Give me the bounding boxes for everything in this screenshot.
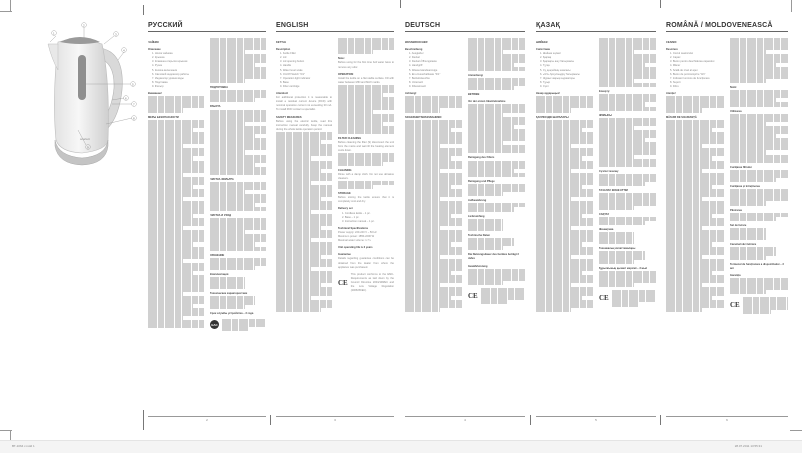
section-heading: Păstrarea [730, 208, 742, 212]
page-kazakh [536, 22, 656, 422]
section-heading: Termenul de funcționare a dispozitivului – 3 ani [730, 262, 784, 270]
part-item: 5. Кнопка включения [152, 68, 178, 72]
section-heading: Техникалық сипаттамалары [599, 247, 636, 251]
part-item: 4. Mâner [670, 64, 681, 68]
page-german [405, 22, 525, 422]
part-item: 3. Қақпақты ашу батырмасы [540, 60, 574, 64]
ce-mark-icon: CE [338, 278, 348, 287]
section-heading: РАБОТА [210, 105, 221, 109]
part-item: 8. Untersatz [409, 80, 423, 84]
model-heading: ЧАЙНИК [148, 41, 159, 44]
ce-mark-icon: CE [599, 294, 609, 303]
section-heading: Назар аударыңыз! [536, 92, 560, 96]
part-item: 6. Ein-/Ausschalttaste "0/1" [409, 72, 441, 76]
parts-list [666, 52, 724, 89]
part-item: 7. Operation light indicator [280, 76, 311, 80]
part-item: 4. Тұтқа [540, 64, 550, 68]
section-text: Rinse with a damp cloth. Do not use abrasive cleaners. [338, 172, 394, 180]
part-item: 9. Filtereinsatz [409, 84, 426, 88]
page-title: ROMÂNĂ / MOLDOVENEASCĂ [666, 22, 788, 32]
section-heading: Atenție! [666, 92, 676, 96]
spec-item: Maximal water volume: 1.7 L [338, 239, 372, 243]
part-item: 9. Сүзгі [540, 84, 549, 88]
section-heading: BETRIEB [468, 93, 480, 97]
fold-mark [400, 0, 401, 8]
svg-text:1: 1 [53, 31, 55, 36]
svg-text:5: 5 [132, 82, 134, 87]
print-slug-bar [0, 440, 802, 453]
section-heading: Set de livrare [730, 223, 747, 227]
section-heading: Vor der ersten Inbetriebnahme [468, 100, 506, 104]
fold-mark [270, 415, 271, 425]
section-heading: SICHERHEITSMASSNAHMEN [405, 115, 442, 119]
section-heading: Utilizarea [730, 109, 742, 113]
delivery-list [338, 212, 394, 224]
kettle-illustration [0, 0, 140, 440]
page-number: 3 [276, 416, 394, 422]
part-item: 5. Wasserstandsanzeige [409, 68, 438, 72]
part-item: 9. Filter cartridge [280, 84, 300, 88]
attention-heading: Attention! [276, 92, 289, 96]
ce-note: This product conforms to the EMC-Requirements as laid down by the Council Directive 2004/108/EC and the Low Voltage Regulation (2006/95/EC). [350, 272, 394, 293]
part-item: 6. «0/1» Қосу/сөндіру батырмасы [540, 72, 580, 76]
text-column [468, 38, 525, 312]
file-slug: ВТ-1064 с.indd 1 [12, 444, 35, 448]
parts-list [536, 52, 593, 89]
attention-text: For additional protection it is reasonable to install a residual current device (RCD) with nominal operation current not exceeding 30 mA. To install RCD contact a specialist. [276, 96, 332, 112]
part-item: 7. Жұмыс жарық индикаторы [540, 76, 575, 80]
description-heading: Beschreibung [405, 48, 423, 52]
part-item: 7. Indicator luminos de funcționare [670, 76, 710, 80]
part-item: 7. Betriebsleuchte [409, 76, 430, 80]
section-heading: Garanția [730, 273, 741, 277]
section-heading: ХРАНЕНИЕ [210, 253, 225, 257]
part-item: 2. Capac [670, 56, 681, 60]
part-item: 6. Световой индикатор работы [152, 72, 190, 76]
section-heading: MĂSURI DE SIGURANȚĂ [666, 115, 697, 119]
section-heading: Curățarea și întreținerea [730, 185, 760, 189]
part-item: 4. Handle [280, 64, 292, 68]
section-heading: Құрылғының қызмет мерзімі – 3 жыл [599, 266, 648, 270]
part-item: 3. Deckel-Öffnungstaste [409, 60, 437, 64]
page-title: ENGLISH [276, 22, 394, 32]
section-text: Install the kettle on a flat stable surface. Fill with water between MIN and MAX marks. [338, 76, 394, 84]
part-item: 2. Lid [280, 56, 287, 60]
part-item: 6. Buton de pornire/oprire "0/1" [670, 72, 706, 76]
crop-mark [790, 430, 802, 431]
section-heading: Ескерту: [599, 90, 611, 94]
part-item: 9. Фильтр [152, 84, 164, 88]
date-slug: 28.07.2011 13:55:31 [734, 444, 762, 448]
part-item: 4. Ручка [152, 64, 162, 68]
fold-mark [660, 415, 661, 425]
parts-list [148, 52, 204, 89]
section-text: Details regarding guarantee conditions can be obtained from the dealer from whom the appliance was purchased. [338, 257, 394, 269]
svg-text:9: 9 [87, 145, 89, 150]
page-number: 6 [666, 416, 788, 422]
spec-item: Maximum power: 1850-2200 W [338, 235, 375, 239]
section-text: Before cleaning the filter (9) disconnect the unit from the mains and wait till the heating element cools down. [338, 141, 394, 153]
description-heading: Описание [148, 48, 161, 52]
svg-text:6: 6 [125, 96, 127, 101]
section-heading: Technische Daten [468, 233, 491, 237]
text-column [536, 38, 593, 312]
ce-mark-icon: CE [730, 301, 740, 310]
section-heading: ЧИСТКА И УХОД [210, 213, 231, 217]
part-item: 5. Scală de nivel al apei [670, 68, 698, 72]
description-heading: Сипаттама [536, 48, 550, 52]
list-item: 3. Instruction manual – 1 pc. [342, 219, 375, 223]
eac-mark-icon: EAC [210, 320, 219, 329]
text-column [148, 38, 204, 331]
page-russian [148, 22, 266, 422]
section-heading: ЖҰМЫСЫ [599, 113, 612, 117]
part-item: 1. Ausgießer [409, 52, 424, 56]
section-heading: ҚАУІПСІЗДІК ШАРАЛАРЫ [536, 115, 569, 119]
part-item: 6. On/Off Switch "0/1" [280, 72, 306, 76]
section-heading: Curățarea filtrului [730, 165, 752, 169]
list-item: 1. Cordless kettle – 1 pc. [342, 211, 371, 215]
svg-text:4: 4 [123, 48, 125, 53]
page-romanian [666, 22, 788, 422]
page-number: 4 [405, 416, 525, 422]
fold-mark [660, 0, 661, 8]
section-heading: Anmerkung: [468, 73, 484, 77]
part-item: 3. Buton pentru deschiderea capacului [670, 60, 715, 64]
text-column [666, 38, 724, 314]
text-column [276, 38, 332, 312]
part-item: 3. Клавиша открытия крышки [152, 60, 188, 64]
section-heading: Delivery set [338, 207, 353, 211]
section-heading: Guarantee [338, 253, 351, 257]
spec-item: Power supply: 220-240 V ~ 50 Hz [338, 230, 377, 234]
part-item: 4. Handgriff [409, 64, 423, 68]
part-item: 9. Filtru [670, 84, 679, 88]
section-heading: SAFETY MEASURES [276, 115, 302, 119]
text-column [599, 38, 656, 312]
part-item: 2. Deckel [409, 56, 420, 60]
fold-mark [143, 5, 144, 15]
section-heading: Technical Specifications [338, 226, 369, 230]
section-heading: Технические характеристики [210, 292, 248, 296]
part-item: 8. Base [280, 80, 289, 84]
section-heading: Lieferumfang [468, 214, 485, 218]
svg-text:7: 7 [133, 102, 135, 107]
part-item: 8. Подставка [152, 80, 168, 84]
ce-mark-icon: CE [468, 292, 478, 301]
svg-text:8: 8 [133, 116, 135, 121]
part-item: 1. Носик чайника [152, 52, 173, 56]
text-column [338, 38, 394, 312]
section-heading: САҚТАУ [599, 212, 610, 216]
part-item: 2. Қақпақ [540, 56, 551, 60]
section-heading: STORAGE [338, 192, 351, 196]
svg-text:2: 2 [83, 23, 85, 28]
parts-list [276, 52, 332, 89]
section-heading: Сүзгіні тазалау [599, 169, 619, 173]
section-heading: CLEANING [338, 168, 352, 172]
model-heading: CEAINIC [666, 41, 677, 44]
description-heading: Descriere [666, 48, 678, 52]
kettle-icon [0, 0, 140, 200]
section-heading: Комплектация [210, 272, 229, 276]
model-heading: KETTLE [276, 41, 287, 44]
part-item: 2. Крышка [152, 56, 165, 60]
part-item: 1. Ciocul ceainicului [670, 52, 693, 56]
section-heading: Caracteristici tehnice [730, 243, 757, 247]
text-column [405, 38, 462, 312]
part-item: 7. Индикатор уровня воды [152, 76, 184, 80]
svg-text:3: 3 [115, 32, 117, 37]
page-title: DEUTSCH [405, 22, 525, 32]
section-heading: Unit operating life is 3 years [338, 246, 373, 250]
svg-text:scarlett: scarlett [80, 137, 90, 141]
part-item: 1. Kettle Filler [280, 52, 296, 56]
page-title: ҚАЗАҚ [536, 22, 656, 32]
section-heading: Внимание! [148, 92, 162, 96]
section-heading: Reinigung des Filters [468, 156, 495, 160]
page-english [276, 22, 394, 422]
section-heading: ПОДГОТОВКА [210, 86, 229, 90]
fold-mark [530, 415, 531, 425]
fold-mark [143, 410, 144, 430]
page-title: РУССКИЙ [148, 22, 266, 32]
model-heading: ШӘЙНЕК [536, 41, 548, 44]
model-heading: WASSERKOCHER [405, 41, 428, 44]
section-heading: FILTER CLEANING [338, 137, 362, 141]
page-number: 5 [536, 416, 656, 422]
section-heading: Note: [338, 57, 345, 61]
part-item: 5. Су деңгейінің шкаласы [540, 68, 571, 72]
part-item: 1. Шәйнек шүмегі [540, 52, 562, 56]
crop-mark [791, 0, 792, 12]
section-heading: Жинақтама [599, 227, 614, 231]
section-heading: Gewährleistung [468, 264, 488, 268]
section-heading: Reinigung und Pflege [468, 179, 495, 183]
section-heading: ЧИСТКА ФИЛЬТРА [210, 178, 234, 181]
section-heading: Срок службы устройства – 3 года [210, 311, 254, 315]
section-heading: МЕРЫ БЕЗОПАСНОСТИ [148, 115, 179, 119]
section-text: Before using the electric kettle, read this instruction manual carefully. Keep the manual during the whole kettle operation period. [276, 119, 332, 131]
section-heading: ТАЗАЛАУ ЖӘНЕ КҮТІМ [599, 189, 628, 193]
section-text: Before using for the first time boil water twice to remove any odor. [338, 61, 394, 69]
section-heading: Notă: [730, 86, 737, 90]
section-heading: Die Nutzungsdauer des Gerätes beträgt 3 Jahre [468, 253, 519, 261]
part-item: 3. Lid opening button [280, 60, 305, 64]
text-column [210, 38, 266, 331]
parts-list [405, 52, 462, 89]
page-number: 2 [148, 416, 266, 422]
section-heading: Aufbewahrung [468, 199, 487, 203]
part-item: 8. Тұғыр [540, 80, 551, 84]
text-column [730, 38, 788, 314]
part-item: 8. Suport [670, 80, 681, 84]
description-heading: Description [276, 48, 291, 52]
section-heading: OPERATION [338, 72, 354, 76]
list-item: 2. Base – 1 pc. [342, 215, 360, 219]
section-heading: Achtung! [405, 92, 417, 96]
section-text: Before storing the kettle ensure that it is completely cool and dry. [338, 196, 394, 204]
part-item: 5. Water level scale [280, 68, 303, 72]
